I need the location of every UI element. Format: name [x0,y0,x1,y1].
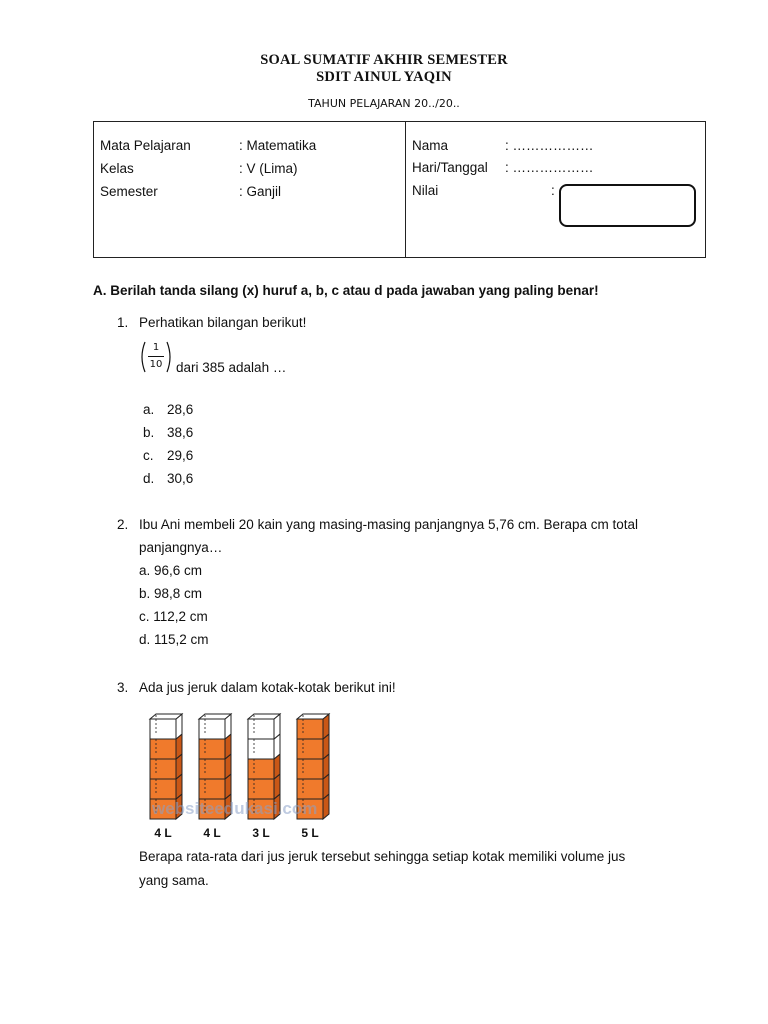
academic-year: TAHUN PELAJARAN 20../20.. [308,97,460,110]
exam-title: SOAL SUMATIF AKHIR SEMESTER [260,52,508,68]
q1-option-b-letter: b. [143,425,155,440]
info-value-name[interactable]: : ……………… [505,138,594,153]
info-label-subject: Mata Pelajaran [100,138,191,153]
juice-cube-front [297,779,323,799]
juice-cube-front [199,719,225,739]
score-box[interactable] [559,184,696,227]
fraction-bar [148,356,164,357]
juice-stack-4 [297,714,329,840]
juice-stack-2 [199,714,231,840]
info-label-name: Nama [412,138,449,153]
q1-option-a[interactable]: 28,6 [167,402,194,417]
info-box-divider [405,121,406,258]
q1-option-a-letter: a. [143,402,155,417]
juice-cube-front [248,739,274,759]
juice-cube-front [199,779,225,799]
juice-boxes-figure [140,706,340,842]
info-label-semester: Semester [100,184,158,199]
q3-question-line1: Berapa rata-rata dari jus jeruk tersebut sehingga setiap kotak memiliki volume jus [139,849,626,864]
q1-text: Perhatikan bilangan berikut! [139,315,307,330]
juice-stack-label: 4 L [203,826,221,840]
juice-cube-front [199,759,225,779]
juice-cube-front [248,719,274,739]
q1-option-c-letter: c. [143,448,154,463]
q1-option-d-letter: d. [143,471,155,486]
q1-option-b[interactable]: 38,6 [167,425,194,440]
q2-text-line2: panjangnya… [139,540,223,555]
q3-number: 3. [117,680,129,695]
juice-cube-front [297,759,323,779]
q2-text-line1: Ibu Ani membeli 20 kain yang masing-masing panjangnya 5,76 cm. Berapa cm total [139,517,639,532]
info-value-class: : V (Lima) [239,161,298,176]
q1-text-continued: dari 385 adalah … [176,360,287,375]
q1-option-d[interactable]: 30,6 [167,471,194,486]
q2-option-a[interactable]: a. 96,6 cm [139,563,203,578]
info-value-score-colon: : [551,183,555,198]
q1-number: 1. [117,315,129,330]
q2-option-b[interactable]: b. 98,8 cm [139,586,203,601]
fraction-numerator: 1 [152,342,160,353]
juice-stack-1 [150,714,182,840]
juice-stack-label: 4 L [154,826,172,840]
juice-cube-front [248,759,274,779]
q2-number: 2. [117,517,129,532]
juice-cube-top [248,714,280,719]
juice-cube-front [248,779,274,799]
q3-question-line2: yang sama. [139,873,209,888]
q2-option-c[interactable]: c. 112,2 cm [139,609,208,624]
info-value-date[interactable]: : ……………… [505,160,594,175]
info-value-semester: : Ganjil [239,184,282,199]
info-value-subject: : Matematika [239,138,317,153]
juice-cube-front [150,739,176,759]
juice-cube-top [297,714,329,719]
juice-stack-3 [248,714,280,840]
juice-cube-front [297,719,323,739]
juice-cube-front [199,739,225,759]
school-name: SDIT AINUL YAQIN [316,69,452,85]
juice-cube-front [150,779,176,799]
info-label-class: Kelas [100,161,134,176]
juice-cube-front [150,719,176,739]
q1-fraction [139,340,173,374]
juice-stack-label: 3 L [252,826,270,840]
section-a-heading: A. Berilah tanda silang (x) huruf a, b, c atau d pada jawaban yang paling benar! [93,283,599,298]
juice-stack-label: 5 L [301,826,319,840]
juice-cube-top [150,714,182,719]
info-label-date: Hari/Tanggal [412,160,488,175]
juice-cube-front [150,759,176,779]
q2-option-d[interactable]: d. 115,2 cm [139,632,209,647]
watermark-text: websiteedukasi.com [152,799,318,818]
q3-text: Ada jus jeruk dalam kotak-kotak berikut ini! [139,680,396,695]
juice-cube-top [199,714,231,719]
q1-option-c[interactable]: 29,6 [167,448,194,463]
fraction-denominator: 10 [149,359,163,370]
info-label-score: Nilai [412,183,439,198]
juice-cube-front [297,739,323,759]
